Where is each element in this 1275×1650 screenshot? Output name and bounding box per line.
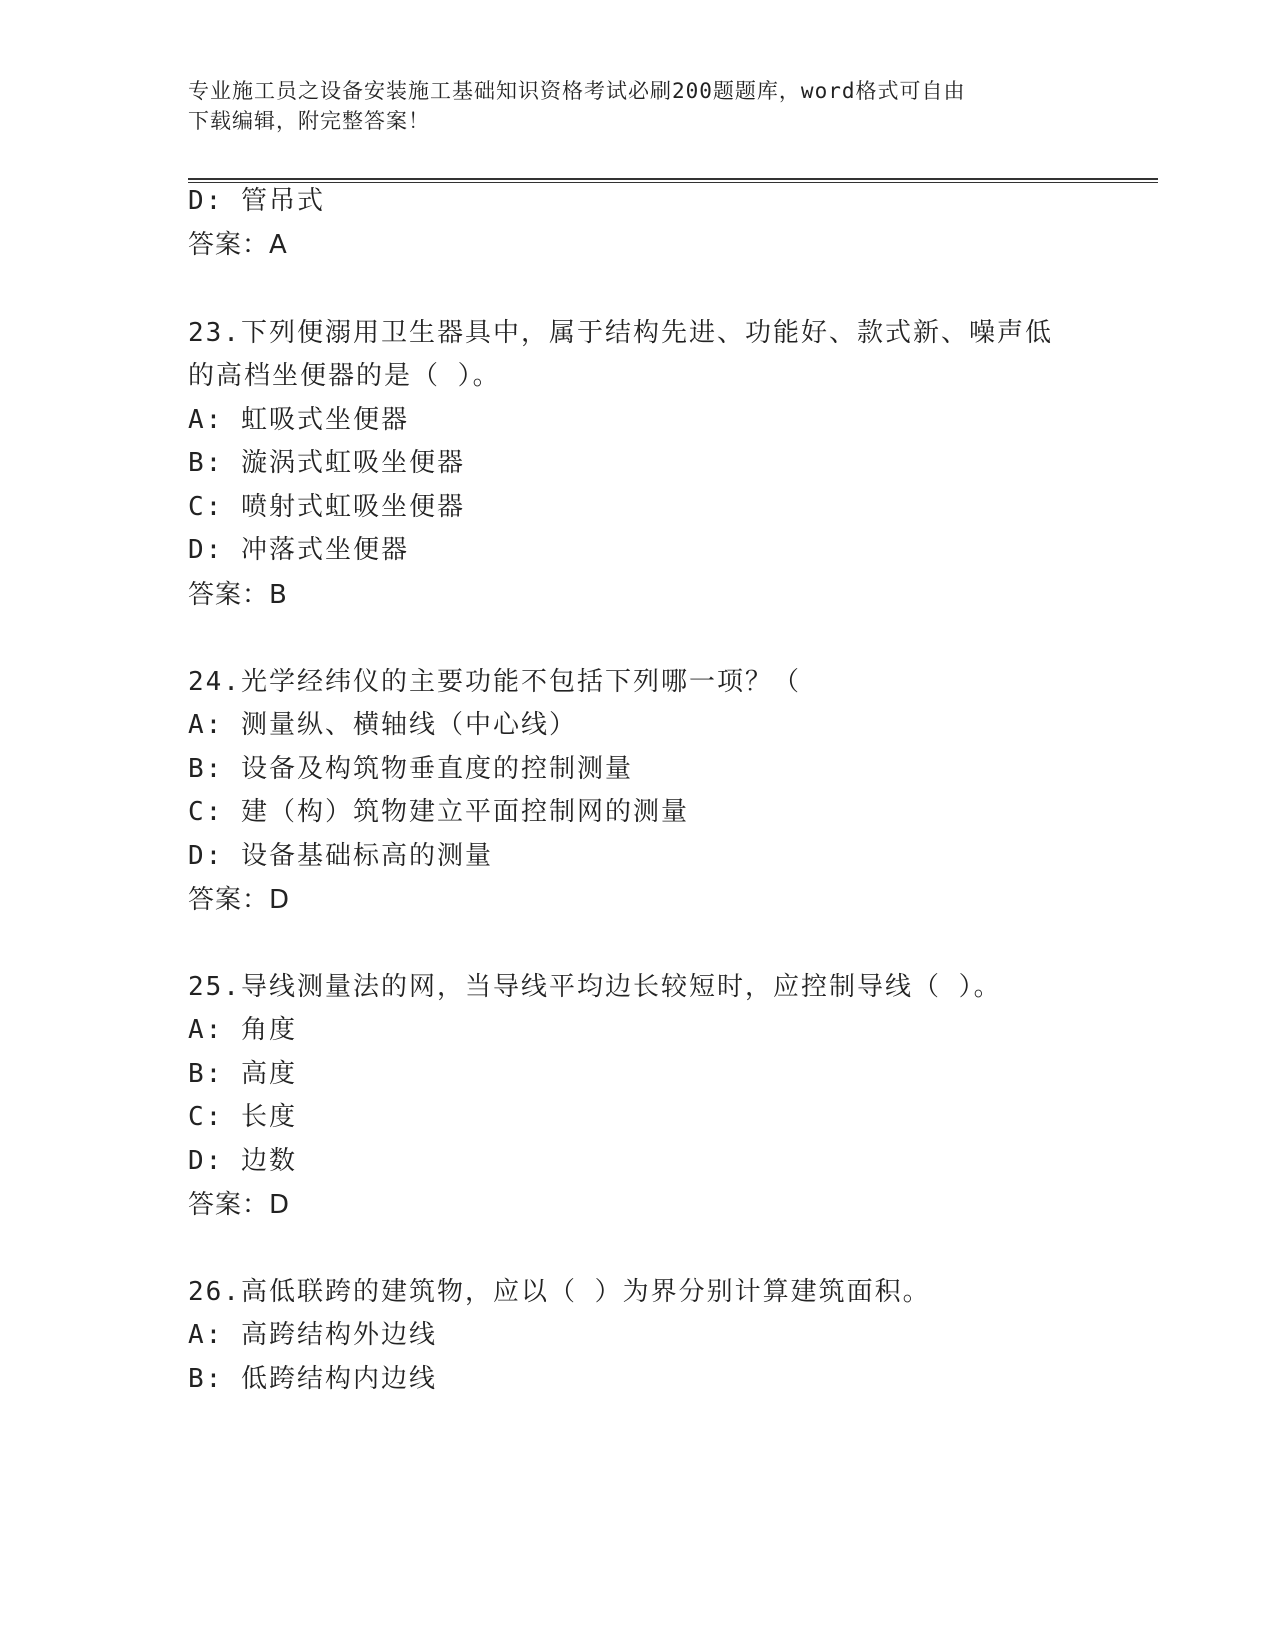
q24-option-a: A: 测量纵、横轴线（中心线） [188, 710, 577, 740]
q24-option-b: B: 设备及构筑物垂直度的控制测量 [188, 754, 633, 784]
q23-option-d: D: 冲落式坐便器 [188, 535, 409, 565]
q24-stem-line-1: 24.光学经纬仪的主要功能不包括下列哪一项？（ [188, 667, 801, 697]
q26-stem-line-1: 26.高低联跨的建筑物，应以（ ）为界分别计算建筑面积。 [188, 1277, 931, 1307]
q23-option-c: C: 喷射式虹吸坐便器 [188, 492, 465, 522]
q25-answer: 答案：D [188, 1190, 291, 1220]
q23-stem-line-2: 的高档坐便器的是（ ）。 [188, 361, 501, 391]
q25-option-a: A: 角度 [188, 1015, 297, 1045]
q23-option-b: B: 漩涡式虹吸坐便器 [188, 448, 465, 478]
q23-stem-line-1: 23.下列便溺用卫生器具中，属于结构先进、功能好、款式新、噪声低 [188, 318, 1053, 348]
q24-option-c: C: 建（构）筑物建立平面控制网的测量 [188, 797, 689, 827]
q24-option-d: D: 设备基础标高的测量 [188, 841, 493, 871]
header-line-1: 专业施工员之设备安装施工基础知识资格考试必刷200题题库，word格式可自由 [188, 79, 966, 103]
q23-answer: 答案：B [188, 580, 288, 610]
q25-option-d: D: 边数 [188, 1146, 297, 1176]
q26-option-a: A: 高跨结构外边线 [188, 1320, 437, 1350]
header-line-2: 下载编辑，附完整答案！ [188, 109, 430, 133]
q24-answer: 答案：D [188, 885, 291, 915]
q25-stem-line-1: 25.导线测量法的网，当导线平均边长较短时，应控制导线（ ）。 [188, 972, 1002, 1002]
document-header [188, 76, 1068, 136]
prev-question-answer: 答案：A [188, 230, 288, 260]
prev-question-option-d: D: 管吊式 [188, 186, 325, 216]
header-divider [188, 178, 1158, 183]
q25-option-c: C: 长度 [188, 1102, 297, 1132]
q25-option-b: B: 高度 [188, 1059, 297, 1089]
q23-option-a: A: 虹吸式坐便器 [188, 405, 409, 435]
q26-option-b: B: 低跨结构内边线 [188, 1364, 437, 1394]
